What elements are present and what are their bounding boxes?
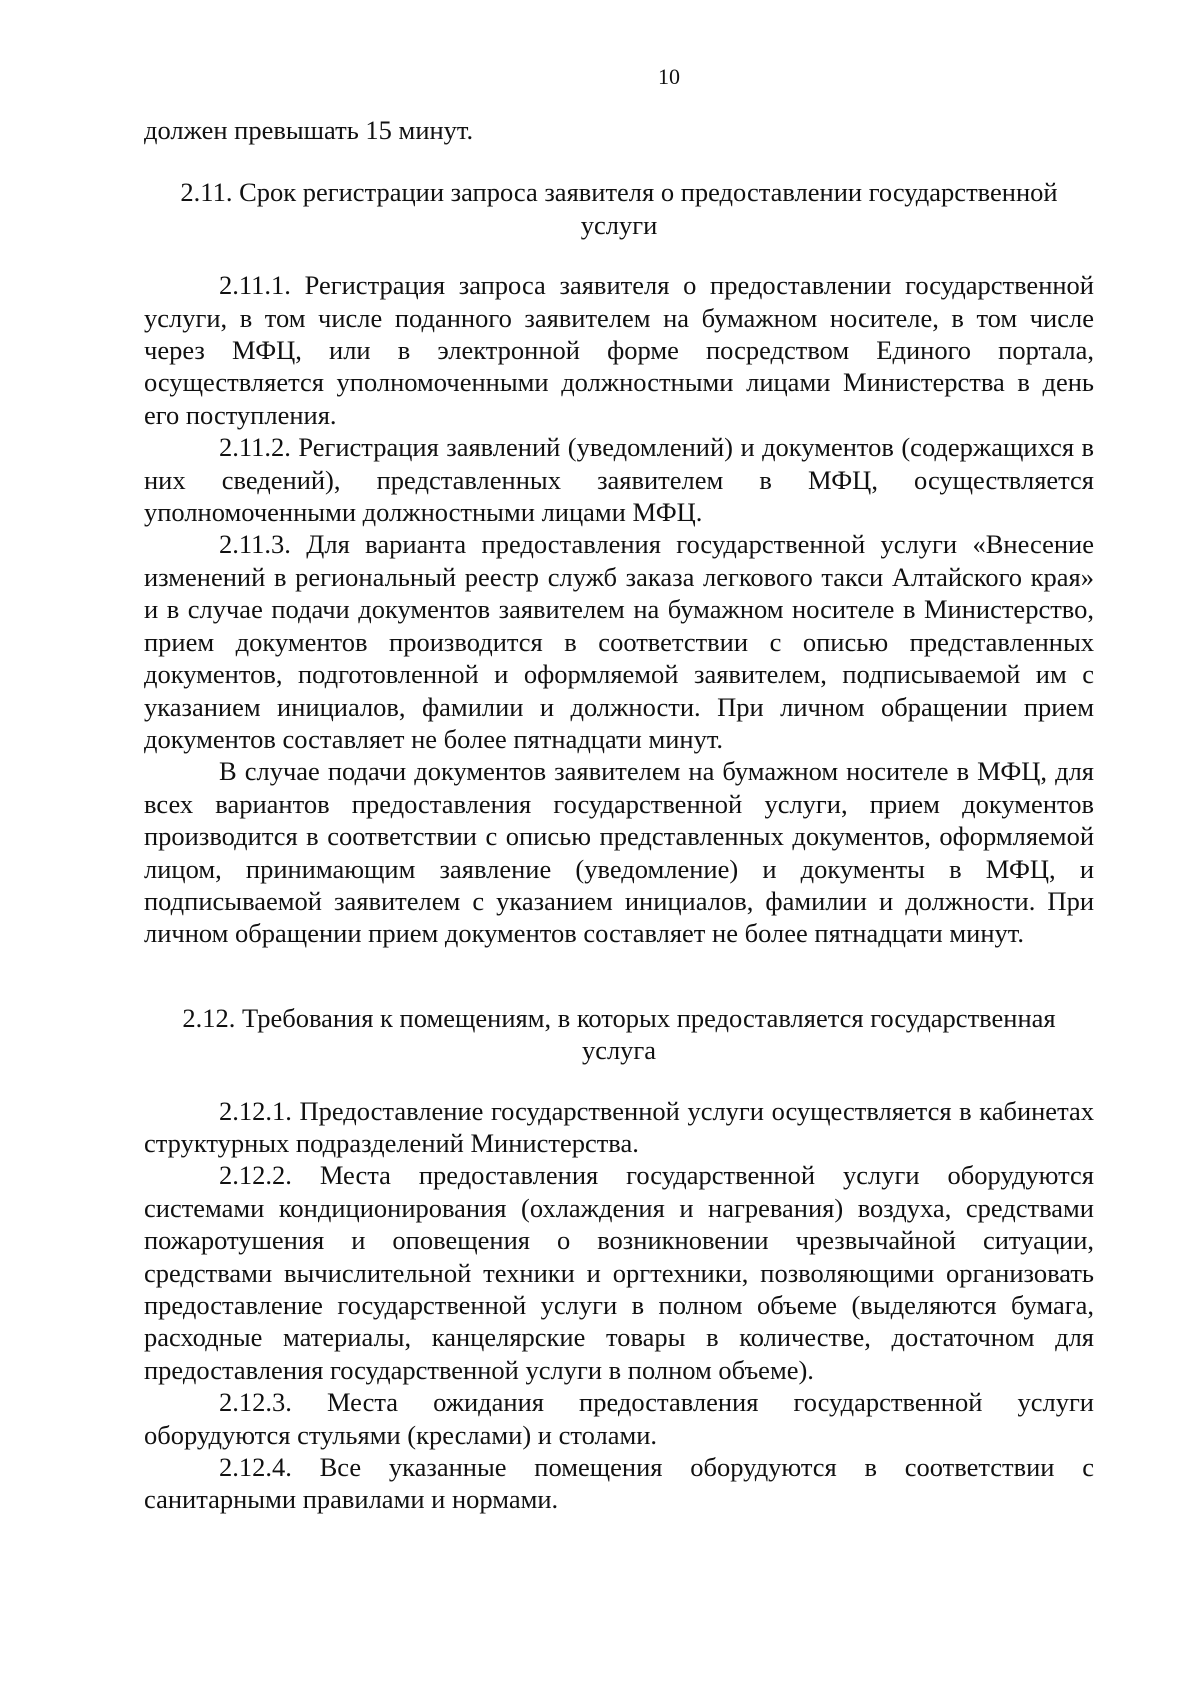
document-page — [144, 62, 1094, 1516]
paragraph: 2.11.2. Регистрация заявлений (уведомлений) и документов (содержащихся в них сведений), представленных заявителем в МФЦ, осуществляется уполномоченными должностными лицами МФЦ. — [144, 432, 1094, 528]
section-heading: 2.11. Срок регистрации запроса заявителя о предоставлении государственной услуги — [180, 177, 1058, 240]
section-2-12 — [144, 1002, 1094, 1516]
paragraph: 2.11.3. Для варианта предоставления государственной услуги «Внесение изменений в региональный реестр служб заказа легкового такси Алтайского края» и в случае подачи документов заявителем на бумажном носителе в Министерство, прием документов производится в соответствии с описью представленных документов, подготовленной и оформляемой заявителем, подписываемой им с указанием инициалов, фамилии и должности. При личном обращении прием документов составляет не более пятнадцати минут. — [144, 529, 1094, 754]
section-2-11 — [144, 176, 1094, 949]
page-number: 10 — [658, 64, 680, 89]
paragraph: В случае подачи документов заявителем на бумажном носителе в МФЦ, для всех вариантов предоставления государственной услуги, прием документов производится в соответствии с описью представленных документов, оформляемой лицом, принимающим заявление (уведомление) и документы в МФЦ, и подписываемой заявителем с указанием инициалов, фамилии и должности. При личном обращении прием документов составляет не более пятнадцати минут. — [144, 756, 1094, 949]
paragraph: 2.12.2. Места предоставления государственной услуги оборудуются системами кондиционирования (охлаждения и нагревания) воздуха, средствами пожаротушения и оповещения о возникновении чрезвычайной ситуации, средствами вычислительной техники и оргтехники, позволяющими организовать предоставление государственной услуги в полном объеме (выделяются бумага, расходные материалы, канцелярские товары в количестве, достаточном для предоставления государственной услуги в полном объеме). — [144, 1160, 1094, 1385]
paragraph: 2.12.4. Все указанные помещения оборудуются в соответствии с санитарными правилами и нормами. — [144, 1452, 1094, 1515]
paragraph: 2.12.1. Предоставление государственной услуги осуществляется в кабинетах структурных подразделений Министерства. — [144, 1095, 1094, 1158]
continuation-text: должен превышать 15 минут. — [144, 115, 474, 145]
section-heading: 2.12. Требования к помещениям, в которых предоставляется государственная услуга — [182, 1002, 1056, 1066]
paragraph: 2.12.3. Места ожидания предоставления государственной услуги оборудуются стульями (креслами) и столами. — [144, 1387, 1094, 1450]
paragraph: 2.11.1. Регистрация запроса заявителя о предоставлении государственной услуги, в том числе поданного заявителем на бумажном носителе, в том числе через МФЦ, или в электронной форме посредством Единого портала, осуществляется уполномоченными должностными лицами Министерства в день его поступления. — [144, 270, 1094, 430]
